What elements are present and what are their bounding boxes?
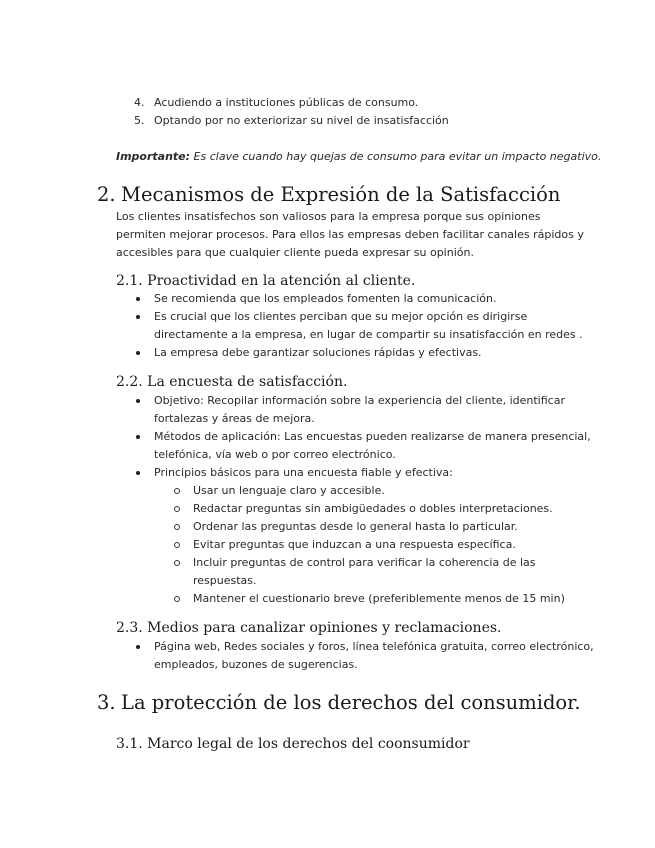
sub-bullet-list-2-2 [173, 482, 573, 608]
bullet-list-2-1 [134, 290, 594, 362]
bullet-list-2-3 [134, 638, 594, 674]
list-item: Se recomienda que los empleados fomenten la comunicación. [134, 290, 594, 308]
section-2-paragraph: Los clientes insatisfechos son valiosos para la empresa porque sus opiniones permiten mejorar procesos. Para ellos las empresas deben facilitar canales rápidos y accesibles para que cualquier cliente pueda expresar su opinión. [116, 210, 584, 259]
list-item [134, 94, 449, 112]
section-number: 3. [97, 691, 116, 714]
subsection-2-2-heading: 2.2. La encuesta de satisfacción. [116, 374, 348, 390]
list-item: Es crucial que los clientes perciban que su mejor opción es dirigirse directamente a la empresa, en lugar de compartir su insatisfacción en redes . [134, 308, 594, 344]
list-item: Redactar preguntas sin ambigüedades o dobles interpretaciones. [173, 500, 573, 518]
list-item: Ordenar las preguntas desde lo general hasta lo particular. [173, 518, 573, 536]
note-label: Importante: [116, 150, 191, 163]
subsection-3-1-heading: 3.1. Marco legal de los derechos del coonsumidor [116, 736, 470, 752]
list-item: La empresa debe garantizar soluciones rápidas y efectivas. [134, 344, 594, 362]
list-text: Acudiendo a instituciones públicas de consumo. [154, 96, 419, 109]
list-item: Objetivo: Recopilar información sobre la experiencia del cliente, identificar fortalezas y áreas de mejora. [134, 392, 594, 428]
bullet-list-2-2 [134, 392, 594, 482]
list-item: Evitar preguntas que induzcan a una respuesta específica. [173, 536, 573, 554]
list-number: 5. [134, 114, 145, 127]
note-text: Es clave cuando hay quejas de consumo para evitar un impacto negativo. [190, 150, 602, 163]
section-title: Mecanismos de Expresión de la Satisfacción [121, 183, 561, 206]
section-2-heading [97, 183, 560, 207]
subsection-2-1-heading: 2.1. Proactividad en la atención al cliente. [116, 273, 416, 289]
list-item [134, 112, 449, 130]
section-title: La protección de los derechos del consumidor. [121, 691, 581, 714]
list-item: Mantener el cuestionario breve (preferiblemente menos de 15 min) [173, 590, 573, 608]
numbered-list [134, 94, 449, 130]
list-item: Usar un lenguaje claro y accesible. [173, 482, 573, 500]
subsection-2-3-heading: 2.3. Medios para canalizar opiniones y reclamaciones. [116, 620, 502, 636]
list-item: Métodos de aplicación: Las encuestas pueden realizarse de manera presencial, telefónica, vía web o por correo electrónico. [134, 428, 594, 464]
list-item: Página web, Redes sociales y foros, línea telefónica gratuita, correo electrónico, empleados, buzones de sugerencias. [134, 638, 594, 674]
section-3-heading [97, 691, 581, 715]
important-note [116, 148, 601, 166]
list-text: Optando por no exteriorizar su nivel de insatisfacción [154, 114, 449, 127]
section-number: 2. [97, 183, 116, 206]
list-item: Incluir preguntas de control para verificar la coherencia de las respuestas. [173, 554, 573, 590]
list-item: Principios básicos para una encuesta fiable y efectiva: [134, 464, 594, 482]
list-number: 4. [134, 96, 145, 109]
